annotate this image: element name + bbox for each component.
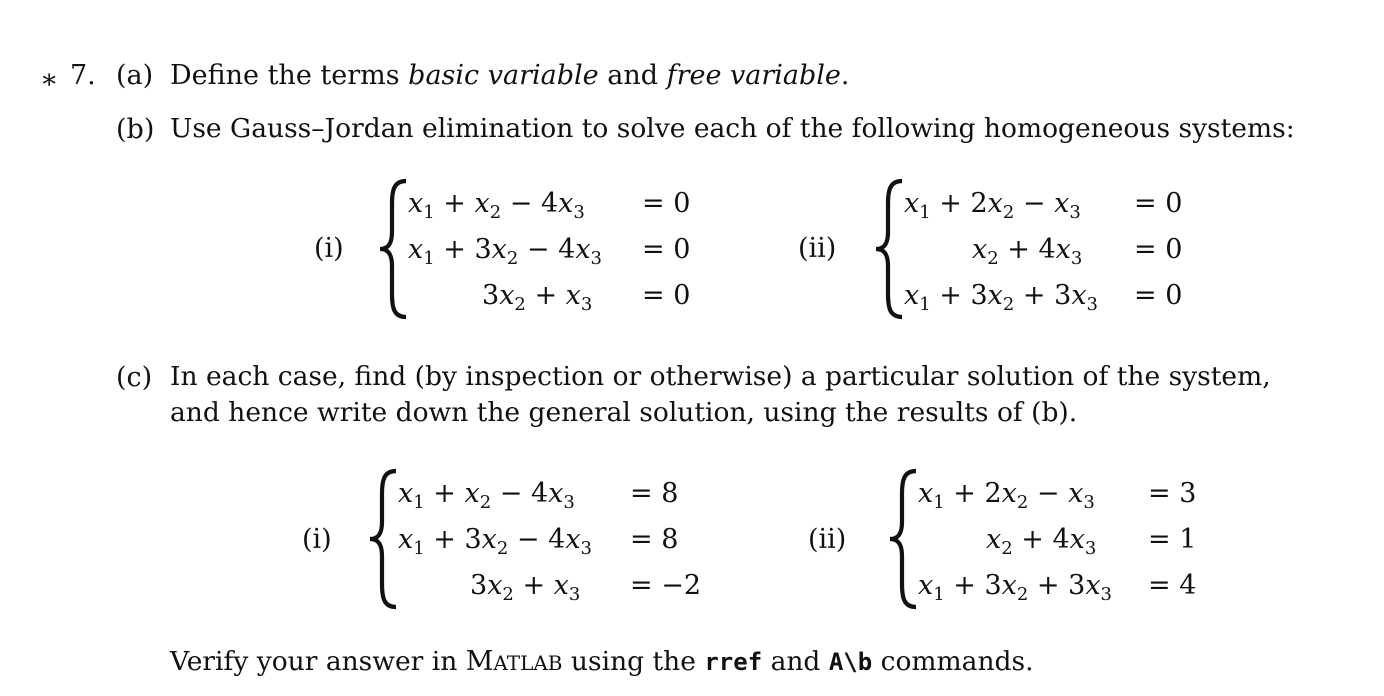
system-b-i-row-3: $3x_2 + x_3$ <box>482 280 593 315</box>
verify-line <box>170 648 1034 676</box>
matlab-rest: ATLAB <box>493 651 563 675</box>
system-c-ii-row-2: $x_2 + 4x_3$ <box>986 524 1097 559</box>
term-basic-variable: basic variable <box>408 60 599 91</box>
left-brace-icon <box>872 178 906 320</box>
system-b-ii-rhs-1: = 0 <box>1134 188 1183 219</box>
system-b-ii-row-3: $x_1 + 3x_2 + 3x_3$ <box>904 280 1098 315</box>
system-c-ii-row-1: $x_1 + 2x_2 - x_3$ <box>918 478 1095 513</box>
system-c-i-row-3: $3x_2 + x_3$ <box>470 570 581 605</box>
cmd-rref: rref <box>704 648 763 676</box>
system-c-i-rhs-3: = −2 <box>630 570 702 601</box>
system-c-i-rhs-1: = 8 <box>630 478 679 509</box>
verify-text-2: using the <box>562 646 705 677</box>
system-b-ii-rhs-2: = 0 <box>1134 234 1183 265</box>
system-b-i-row-2: $x_1 + 3x_2 - 4x_3$ <box>408 234 602 269</box>
left-brace-icon <box>886 468 920 610</box>
left-brace-icon <box>376 178 410 320</box>
system-b-ii-rhs-3: = 0 <box>1134 280 1183 311</box>
system-b-i-rhs-1: = 0 <box>642 188 691 219</box>
system-c-ii-row-3: $x_1 + 3x_2 + 3x_3$ <box>918 570 1112 605</box>
problem-star: ∗ <box>40 64 59 95</box>
system-b-ii-row-2: $x_2 + 4x_3$ <box>972 234 1083 269</box>
verify-text-4: commands. <box>872 646 1034 677</box>
part-c-line-2: and hence write down the general solution, using the results of (b). <box>170 397 1078 428</box>
part-c-label: (c) <box>116 362 153 393</box>
part-a-text-2: and <box>598 60 667 91</box>
system-c-i-rhs-2: = 8 <box>630 524 679 555</box>
part-a-text-3: . <box>840 60 850 91</box>
system-c-ii-label: (ii) <box>808 524 847 555</box>
system-c-ii-rhs-3: = 4 <box>1148 570 1197 601</box>
matlab-initial: M <box>465 646 494 677</box>
system-c-i-row-2: $x_1 + 3x_2 - 4x_3$ <box>398 524 592 559</box>
verify-text-3: and <box>762 646 829 677</box>
system-c-i-label: (i) <box>302 524 332 555</box>
system-b-ii-row-1: $x_1 + 2x_2 - x_3$ <box>904 188 1081 223</box>
matlab-name <box>466 646 563 677</box>
part-b-text: Use Gauss–Jordan elimination to solve each of the following homogeneous systems: <box>170 113 1295 144</box>
part-b-label: (b) <box>116 114 155 145</box>
system-b-i-rhs-3: = 0 <box>642 280 691 311</box>
part-c-line-1: In each case, find (by inspection or otherwise) a particular solution of the system, <box>170 361 1271 392</box>
system-c-ii-rhs-2: = 1 <box>1148 524 1197 555</box>
verify-text-1: Verify your answer in <box>170 646 466 677</box>
left-brace-icon <box>366 468 400 610</box>
problem-number: 7. <box>70 60 96 91</box>
system-c-ii-rhs-1: = 3 <box>1148 478 1197 509</box>
part-a-label: (a) <box>116 60 154 91</box>
term-free-variable: free variable <box>666 60 841 91</box>
part-a-text <box>170 62 850 89</box>
system-b-i-label: (i) <box>314 233 344 264</box>
system-b-i-rhs-2: = 0 <box>642 234 691 265</box>
system-b-i-row-1: $x_1 + x_2 - 4x_3$ <box>408 188 585 223</box>
part-a-text-1: Define the terms <box>170 60 409 91</box>
system-b-ii-label: (ii) <box>798 233 837 264</box>
system-c-i-row-1: $x_1 + x_2 - 4x_3$ <box>398 478 575 513</box>
cmd-backslash: A\b <box>828 648 873 676</box>
